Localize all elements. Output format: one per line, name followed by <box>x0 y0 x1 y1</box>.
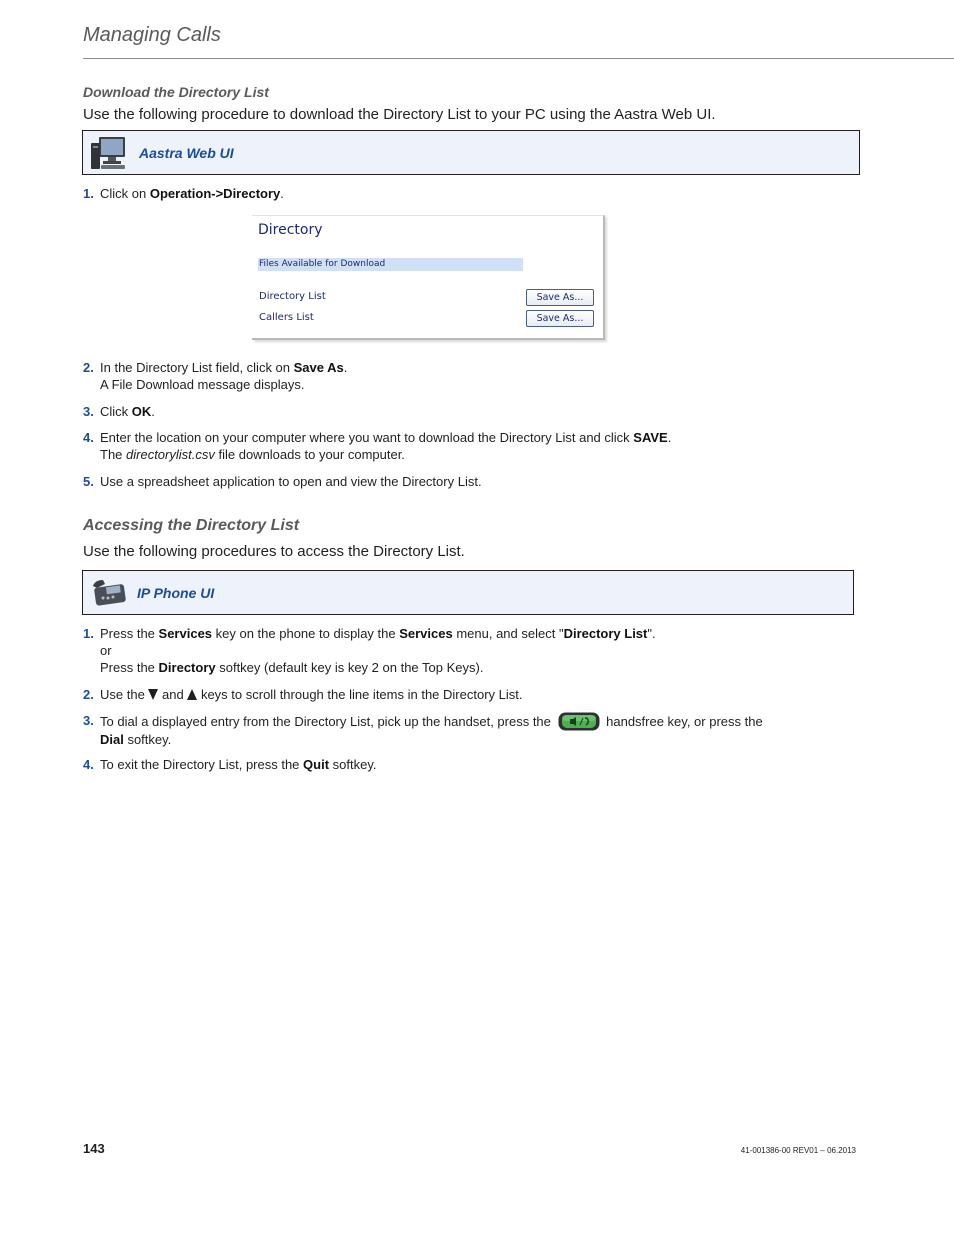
computer-icon <box>89 135 129 171</box>
directory-list-label: Directory List <box>259 291 326 302</box>
download-step-1: 1. Click on Operation->Directory. <box>83 186 284 201</box>
section-heading-accessing: Accessing the Directory List <box>83 517 300 534</box>
accessing-step-1: 1. Press the Services key on the phone to display the Services menu, and select "Directory List". or Press the Directory softkey (default key is key 2 on the Top Keys). <box>83 626 656 675</box>
page-header-title: Managing Calls <box>83 24 221 46</box>
page-number: 143 <box>83 1141 105 1156</box>
callout-label: Aastra Web UI <box>139 144 234 161</box>
down-arrow-key-icon <box>148 689 158 700</box>
directory-save-as-button[interactable]: Save As... <box>526 289 594 306</box>
download-intro: Use the following procedure to download the Directory List to your PC using the Aastra Web UI. <box>83 106 716 123</box>
accessing-step-2: 2. Use the and keys to scroll through the line items in the Directory List. <box>83 687 523 702</box>
download-step-3: 3. Click OK. <box>83 404 155 419</box>
section-heading-download: Download the Directory List <box>83 84 269 100</box>
callers-save-as-button[interactable]: Save As... <box>526 310 594 327</box>
web-ui-title: Directory <box>258 222 323 238</box>
accessing-intro: Use the following procedures to access the Directory List. <box>83 543 465 560</box>
ip-phone-ui-callout <box>82 570 854 615</box>
up-arrow-key-icon <box>187 689 197 700</box>
aastra-web-ui-callout <box>82 130 860 175</box>
handsfree-key-icon <box>558 712 600 731</box>
download-step-5: 5. Use a spreadsheet application to open and view the Directory List. <box>83 474 482 489</box>
callout-label: IP Phone UI <box>137 584 215 601</box>
accessing-step-4: 4. To exit the Directory List, press the Quit softkey. <box>83 757 377 772</box>
callers-list-label: Callers List <box>259 312 314 323</box>
web-ui-directory-screenshot <box>252 215 605 340</box>
ip-phone-icon <box>89 575 129 611</box>
download-step-4: 4. Enter the location on your computer where you want to download the Directory List and click SAVE. The directorylist.csv file downloads to your computer. <box>83 430 672 462</box>
accessing-step-3: 3. To dial a displayed entry from the Directory List, pick up the handset, press the handsfree key, or press the Dial softkey. <box>83 713 763 747</box>
download-step-2: 2. In the Directory List field, click on Save As. A File Download message displays. <box>83 360 348 392</box>
header-divider <box>83 58 954 59</box>
document-revision: 41-001386-00 REV01 – 06.2013 <box>740 1146 856 1155</box>
files-available-bar: Files Available for Download <box>258 258 523 271</box>
